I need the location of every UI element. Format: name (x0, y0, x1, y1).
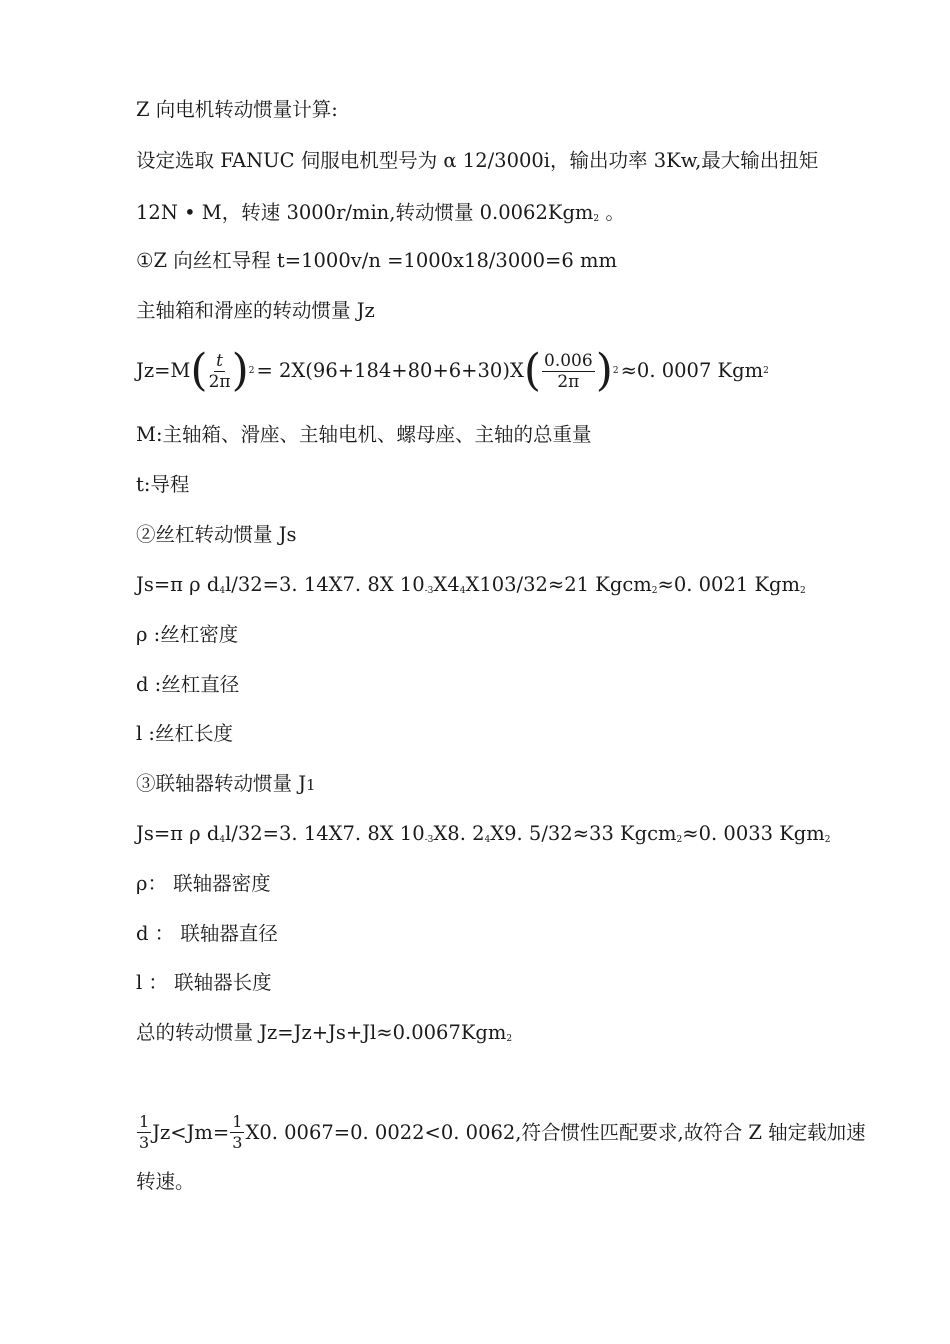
exponent: 2 (248, 366, 255, 376)
subscript: 4 (219, 586, 226, 596)
fraction (137, 1112, 151, 1153)
text-run: ③联轴器转动惯量 J (136, 772, 307, 795)
paren-left: ( (523, 345, 542, 396)
definition-line: l ： 联轴器长度 (136, 971, 272, 994)
definition-line: ρ： 联轴器密度 (136, 872, 271, 895)
subheading: 主轴箱和滑座的转动惯量 Jz (136, 299, 375, 322)
list-item: ①Z 向丝杠导程 t=1000v/n =1000x18/3000=6 mm (136, 249, 617, 272)
fraction-denominator: 2π (208, 371, 231, 392)
text-run: l/32=3. 14X7. 8X 10 (225, 573, 425, 596)
equation-js (136, 572, 806, 604)
list-item: ②丝杠转动惯量 Js (136, 523, 297, 546)
fraction-numerator: t (216, 350, 223, 371)
text-run: 。 (599, 201, 625, 224)
paren-left: ( (190, 345, 208, 396)
fraction (542, 351, 595, 392)
text-run: X8. 2 (433, 822, 485, 845)
text-run: X103/32≈21 Kgcm (465, 573, 652, 596)
definition-line: l :丝杠长度 (136, 722, 234, 745)
text-run: X0. 0067=0. 0022<0. 0062,符合惯性匹配要求,故符合 Z 轴定载加速 (245, 1120, 866, 1144)
text-run: Js=π ρ d (136, 822, 220, 845)
definition-line: d :丝杠直径 (136, 673, 240, 696)
equation-coupling (136, 821, 831, 853)
section-heading: Z 向电机转动惯量计算: (136, 98, 338, 121)
text-run: ≈0. 0033 Kgm (682, 822, 825, 845)
eq-middle: = 2X(96+184+80+6+30)X (256, 359, 524, 382)
text-run: l/32=3. 14X7. 8X 10 (225, 822, 425, 845)
text-run: 12N • M，转速 3000r/min,转动惯量 0.0062Kgm (136, 201, 594, 224)
conclusion-line (136, 1112, 866, 1153)
subscript: 4 (484, 835, 491, 845)
definition-line: M:主轴箱、滑座、主轴电机、螺母座、主轴的总重量 (136, 423, 592, 446)
paragraph-line: 设定选取 FANUC 伺服电机型号为 α 12/3000i，输出功率 3Kw,最大输出扭矩 (136, 149, 819, 172)
subscript: 4 (459, 586, 466, 596)
paren-right: ) (231, 345, 249, 396)
fraction-denominator: 3 (139, 1133, 150, 1152)
subscript: 4 (219, 835, 226, 845)
subscript: 2 (824, 835, 831, 845)
definition-line: d ： 联轴器直径 (136, 922, 278, 945)
subscript: 2 (676, 835, 683, 845)
text-run: Jz<Jm= (152, 1120, 230, 1144)
exponent: 2 (612, 366, 619, 376)
fraction-numerator: 1 (232, 1112, 243, 1131)
subscript: -3 (424, 586, 434, 596)
subscript: 2 (800, 586, 806, 596)
fraction (209, 351, 231, 392)
text-run: Js=π ρ d (136, 573, 220, 596)
exponent: 2 (593, 214, 600, 224)
text-run: X4 (433, 573, 460, 596)
fraction-denominator: 2π (557, 371, 580, 392)
text-run: X9. 5/32≈33 Kgcm (490, 822, 677, 845)
fraction-denominator: 3 (232, 1133, 243, 1152)
subscript: -3 (424, 835, 434, 845)
equation-jz (136, 345, 769, 396)
subscript: 2 (651, 586, 658, 596)
definition-line: t:导程 (136, 473, 190, 496)
list-item (136, 771, 316, 798)
total-line (136, 1020, 512, 1052)
definition-line: ρ :丝杠密度 (136, 623, 239, 646)
paren-right: ) (595, 345, 613, 396)
unit-exponent: 2 (763, 366, 769, 376)
fraction-numerator: 0.006 (544, 350, 593, 371)
eq-lhs: Jz=M (136, 359, 191, 382)
text-run: 总的转动惯量 Jz=Jz+Js+Jl≈0.0067Kgm (136, 1021, 507, 1044)
conclusion-line: 转速。 (136, 1170, 195, 1193)
paragraph-line (136, 200, 625, 232)
fraction-numerator: 1 (139, 1112, 150, 1131)
text-run: ≈0. 0021 Kgm (657, 573, 800, 596)
fraction (230, 1112, 244, 1153)
subscript: 2 (506, 1034, 513, 1044)
eq-result: ≈0. 0007 Kgm (620, 359, 764, 382)
subscript: 1 (306, 776, 316, 794)
